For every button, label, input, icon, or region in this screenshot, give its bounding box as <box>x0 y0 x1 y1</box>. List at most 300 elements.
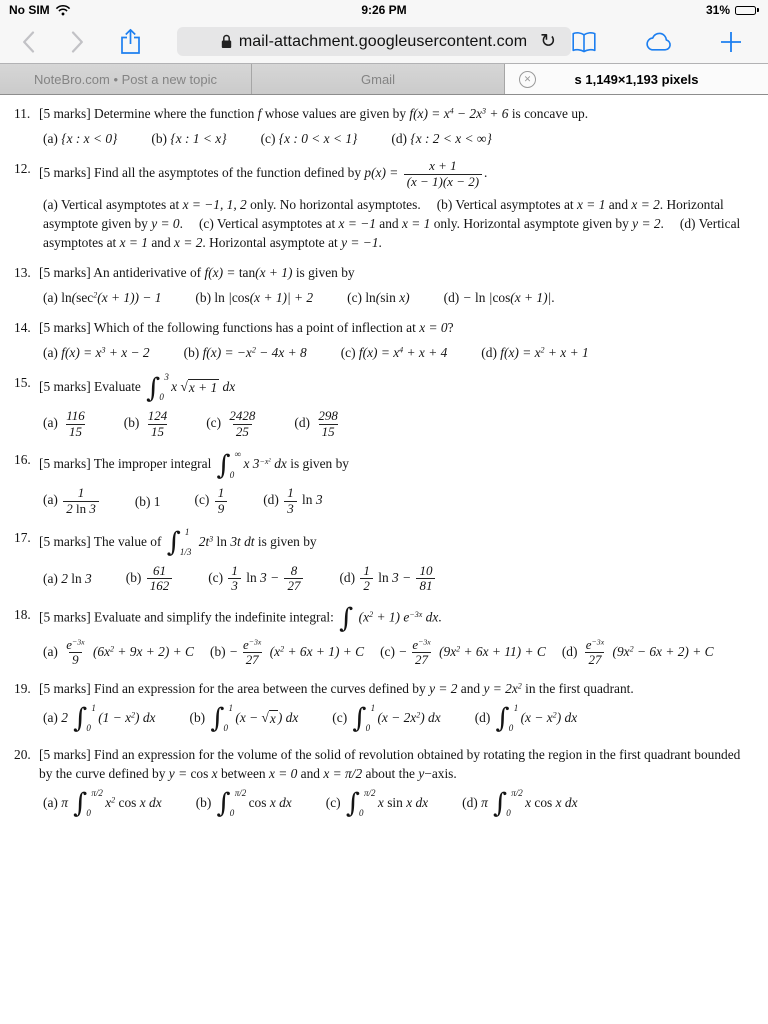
math-italic: 1 <box>513 702 519 713</box>
math-upright: tan <box>238 265 256 281</box>
math-italic: 1 <box>228 702 234 713</box>
math-italic: − 4x + 8 <box>255 345 307 361</box>
math-italic: 2 <box>251 345 256 355</box>
question-text <box>39 263 755 282</box>
integral-limits <box>508 702 519 734</box>
math-italic: 0 <box>359 807 364 818</box>
math-den <box>360 578 373 594</box>
question-body <box>39 450 755 516</box>
math-italic: {x : 1 < x} <box>170 131 227 147</box>
math-text: (a) <box>43 709 62 725</box>
math-italic: y <box>418 765 425 781</box>
math-text: [5 marks] Evaluate and simplify the indefinite integral: <box>39 609 338 625</box>
math-text: (c) <box>260 131 279 147</box>
math-italic: x 3 <box>240 456 260 472</box>
math-italic: 9 <box>72 652 79 668</box>
math-isub <box>366 724 371 734</box>
math-italic: {x : x < 0} <box>61 131 118 147</box>
pdf-document <box>0 95 768 1023</box>
integral-limits <box>86 702 96 734</box>
plus-icon <box>720 31 742 53</box>
browser-toolbar <box>0 20 768 64</box>
superscript <box>259 457 270 466</box>
math-text: (c) <box>347 290 366 306</box>
math-italic: 81 <box>419 578 433 594</box>
math-text: (c) <box>325 794 344 810</box>
math-italic: x = 0 <box>268 765 298 781</box>
math-isub <box>230 471 236 481</box>
integral <box>345 787 376 820</box>
math-italic: 0 <box>159 392 164 403</box>
question-body <box>39 159 755 252</box>
question-list <box>14 104 755 819</box>
math-den <box>243 652 262 668</box>
math-text: . Horizontal asymptote at <box>202 235 342 251</box>
math-text: (b) <box>209 643 229 659</box>
math-italic: (1 − x <box>94 709 132 725</box>
math-italic: x = 1 <box>577 197 606 213</box>
math-text: (c) <box>206 415 225 431</box>
integral <box>73 702 96 735</box>
math-italic: 2 <box>416 710 421 720</box>
math-isup <box>185 528 197 538</box>
chevron-left-icon <box>22 31 35 53</box>
math-italic: ( <box>71 290 77 306</box>
tab-title: Gmail <box>361 71 395 87</box>
math-text: −axis. <box>424 765 457 781</box>
math-italic: 2 <box>456 644 461 654</box>
math-italic: x = π/2 <box>323 765 363 781</box>
math-italic: 3 <box>81 571 92 587</box>
math-italic: 3 <box>231 578 238 594</box>
math-text: (d) <box>481 345 501 361</box>
tab-bar <box>0 64 768 95</box>
math-isub <box>506 809 518 819</box>
share-icon <box>120 28 141 55</box>
math-italic: e <box>243 636 249 652</box>
option-a <box>43 197 421 212</box>
option-a <box>43 569 92 588</box>
math-italic: (9x <box>609 643 630 659</box>
math-upright: ln <box>246 569 257 585</box>
integral <box>167 528 194 558</box>
fraction <box>409 638 433 668</box>
math-text: (d) <box>474 709 494 725</box>
math-upright: cos <box>190 765 209 781</box>
battery-percent-label: 31% <box>705 3 730 17</box>
math-text: about the <box>362 765 419 781</box>
math-italic: 3 <box>164 372 169 383</box>
question-text <box>39 159 755 189</box>
question-number: 18. <box>14 606 31 622</box>
math-upright: ln <box>75 501 87 517</box>
math-text: and <box>297 765 324 781</box>
math-text: and <box>457 680 484 696</box>
math-italic: −x <box>259 457 269 467</box>
superscript <box>592 637 605 646</box>
fraction <box>63 409 88 439</box>
integral-limits <box>223 702 234 734</box>
question-number: 14. <box>14 320 31 336</box>
toolbar-right <box>571 31 746 53</box>
math-italic: x <box>269 710 276 726</box>
math-den <box>215 501 228 517</box>
option-a <box>43 486 101 516</box>
math-text: (c) <box>340 345 359 361</box>
integral-sign: ∫ <box>216 449 231 481</box>
question-body <box>39 528 755 594</box>
math-text: (a) <box>43 290 62 306</box>
math-italic: 2 <box>552 710 557 720</box>
math-text: and <box>605 197 632 213</box>
question-text <box>39 528 755 558</box>
math-italic: f(x) = x <box>358 345 400 361</box>
math-text: (d) <box>462 794 482 810</box>
math-num <box>583 638 607 653</box>
fraction <box>226 409 258 439</box>
math-italic: 3 <box>287 501 294 517</box>
tab-gmail[interactable] <box>252 64 505 94</box>
question-13 <box>14 263 755 307</box>
icloud-tabs-button[interactable] <box>644 32 673 52</box>
math-isup <box>91 789 103 799</box>
math-italic: x = 1 <box>119 235 148 251</box>
option-c <box>326 789 428 819</box>
math-text: is given by <box>292 265 355 281</box>
question-options <box>39 704 755 734</box>
math-rad: √ <box>180 379 188 395</box>
question-body <box>39 373 755 439</box>
option-c <box>380 636 546 668</box>
math-italic: 0 <box>229 469 235 480</box>
fraction <box>284 486 297 516</box>
math-den <box>147 578 172 594</box>
tab-active-attachment[interactable] <box>505 64 768 94</box>
math-text: . <box>484 165 488 181</box>
math-text: [5 marks] Find all the asymptotes of the function defined by <box>39 165 365 181</box>
math-italic: f(x) = −x <box>202 345 252 361</box>
carrier-label: No SIM <box>9 3 50 17</box>
math-italic: 0 <box>86 722 91 733</box>
tab-title: s 1,149×1,193 pixels <box>574 71 699 87</box>
math-italic: x = 2 <box>631 197 660 213</box>
math-italic: 15 <box>150 423 164 439</box>
math-italic: −3x <box>591 637 605 647</box>
math-italic: x dx <box>136 794 162 810</box>
question-body <box>39 602 755 668</box>
math-italic: y = 2 <box>429 680 458 696</box>
address-bar[interactable] <box>177 27 571 56</box>
math-italic: π/2 <box>364 787 376 798</box>
question-options <box>39 195 755 252</box>
math-italic: π/2 <box>91 787 103 798</box>
option-a <box>43 409 90 439</box>
math-text: whose values are given by <box>261 106 410 121</box>
math-upright: sin <box>387 794 403 810</box>
tab-title: NoteBro.com • Post a new topic <box>33 71 218 87</box>
question-12 <box>14 159 755 252</box>
math-text: (a) <box>43 345 62 361</box>
math-italic: 0 <box>365 722 371 733</box>
math-italic: + x + 1 <box>544 345 589 361</box>
option-d <box>339 564 437 594</box>
math-italic: 1 <box>91 702 96 713</box>
integral <box>146 372 169 404</box>
math-italic: f(x) = x <box>500 345 541 361</box>
option-c <box>199 216 664 231</box>
math-italic: 1 <box>77 485 85 501</box>
math-num <box>145 409 170 424</box>
math-italic: 124 <box>147 408 168 424</box>
back-button[interactable] <box>22 31 35 53</box>
math-italic: 2 <box>66 501 76 517</box>
math-italic: y = 2x <box>483 680 518 696</box>
math-isup <box>235 450 241 460</box>
math-italic: 2 <box>369 609 374 619</box>
clock: 9:26 PM <box>361 3 407 17</box>
math-italic: 1 <box>231 562 238 578</box>
math-italic: e <box>585 636 592 652</box>
question-text <box>39 602 755 634</box>
question-15 <box>14 373 755 439</box>
math-text: (b) <box>183 345 203 361</box>
integral-sign: ∫ <box>216 788 231 820</box>
lock-icon <box>221 34 232 49</box>
math-text: . <box>179 216 183 232</box>
math-italic: y = 0 <box>151 216 180 232</box>
math-italic: ∞ <box>234 449 242 460</box>
radical <box>180 379 219 397</box>
math-italic: 4 <box>399 345 404 355</box>
math-italic: (x + 1)| <box>510 290 552 306</box>
math-text: . <box>551 290 555 306</box>
question-16 <box>14 450 755 516</box>
share-button[interactable] <box>120 28 141 55</box>
math-italic: 27 <box>415 652 429 668</box>
question-options <box>39 409 755 439</box>
reload-icon: ↻ <box>540 30 556 52</box>
question-number: 19. <box>14 680 31 696</box>
math-text: (b) <box>195 290 215 306</box>
question-options <box>39 129 755 148</box>
math-num <box>215 486 228 501</box>
math-text: . Horizontal asymptote given by <box>43 197 724 232</box>
math-italic: 0 <box>223 722 229 733</box>
reload-button[interactable] <box>534 27 562 56</box>
math-italic: + 9x + 2) + C <box>114 643 194 659</box>
math-isub <box>159 393 164 403</box>
math-italic: f <box>257 106 262 121</box>
math-text: (c) <box>194 492 213 508</box>
option-b <box>196 789 292 819</box>
math-italic: + 6 <box>486 106 509 121</box>
math-text: [5 marks] An antiderivative of <box>39 265 205 281</box>
math-italic: 0 <box>86 807 91 818</box>
question-options <box>39 486 755 516</box>
option-a <box>43 129 117 148</box>
math-den <box>404 174 482 190</box>
math-upright: ln <box>216 533 227 549</box>
math-text: [5 marks] Determine where the function <box>39 106 258 121</box>
math-num <box>360 564 373 579</box>
math-upright: ln <box>71 571 82 587</box>
question-19 <box>14 679 755 734</box>
math-italic: f(x) = <box>204 265 239 281</box>
option-b <box>124 409 172 439</box>
math-rad: √ <box>261 709 269 725</box>
math-isub <box>86 809 98 819</box>
question-11 <box>14 104 755 148</box>
math-italic: f(x) = x <box>61 345 102 361</box>
math-den <box>66 424 85 440</box>
math-upright: ln <box>365 290 376 306</box>
integral-sign: ∫ <box>352 703 367 735</box>
math-num <box>240 638 264 653</box>
math-italic: 3t dt <box>226 533 255 549</box>
integral-sign: ∫ <box>493 788 508 820</box>
math-text: . <box>438 609 442 625</box>
math-italic: dx <box>219 379 236 395</box>
math-italic: 2428 <box>229 408 256 424</box>
math-text: in the first quadrant. <box>521 680 634 696</box>
math-italic: −3x <box>409 609 423 619</box>
math-italic: x <box>374 794 388 810</box>
math-italic: 0 <box>508 722 514 733</box>
question-number: 12. <box>14 161 31 177</box>
option-c <box>341 343 448 362</box>
math-italic: 2 <box>111 795 116 805</box>
math-text: (a) Vertical asymptotes at <box>43 197 183 213</box>
math-italic: 2 <box>363 578 370 594</box>
math-italic: (9x <box>435 643 457 659</box>
math-italic: 27 <box>287 578 301 594</box>
math-text: only. Horizontal asymptote given by <box>430 216 633 232</box>
question-text <box>39 450 755 480</box>
math-isub <box>224 724 229 734</box>
math-italic: x) <box>395 290 410 306</box>
bookmarks-button[interactable] <box>571 31 597 53</box>
math-italic: (x − <box>232 709 262 725</box>
math-italic: 3 <box>482 106 487 116</box>
integral-sign: ∫ <box>339 602 354 634</box>
math-italic: f(x) = x <box>409 106 450 121</box>
question-body <box>39 745 755 819</box>
math-italic: π <box>481 794 492 810</box>
math-num <box>426 159 460 174</box>
math-italic: x dx <box>402 794 429 810</box>
math-upright: ln <box>61 290 72 306</box>
math-italic: 116 <box>66 408 85 424</box>
math-italic: 3 − <box>256 569 283 585</box>
math-italic: + 6x + 1) + C <box>284 643 365 659</box>
question-17 <box>14 528 755 594</box>
close-tab-icon[interactable]: ✕ <box>519 71 536 88</box>
fraction <box>240 638 264 668</box>
option-b <box>135 492 161 511</box>
math-text: (b) <box>189 709 209 725</box>
math-italic: 3 <box>209 534 214 544</box>
integral-limits <box>159 372 169 403</box>
integral-limits <box>229 449 242 480</box>
option-c <box>208 564 305 594</box>
integral <box>339 602 354 634</box>
math-italic: 2 <box>93 290 98 300</box>
math-italic: 298 <box>318 408 338 424</box>
math-italic: (x − 1)(x − 2) <box>406 173 480 189</box>
integral-sign: ∫ <box>73 788 88 820</box>
new-tab-button[interactable] <box>720 31 742 53</box>
question-options <box>39 288 755 307</box>
fraction <box>63 486 99 516</box>
option-a <box>43 288 161 307</box>
math-text: and <box>375 216 402 232</box>
math-italic: dx <box>270 456 287 472</box>
math-text: [5 marks] Find an expression for the volume of the solid of revolution obtained by rotating the region in the first quadrant bounded by the curve defined by <box>39 746 741 781</box>
integral-limits <box>229 787 247 819</box>
cloud-icon <box>644 32 673 52</box>
math-den <box>585 652 604 668</box>
math-italic: 1 <box>370 702 376 713</box>
math-italic: 27 <box>588 652 602 668</box>
superscript <box>418 637 431 646</box>
option-d <box>561 636 714 668</box>
integral <box>216 449 242 481</box>
tab-notebro[interactable] <box>0 64 252 94</box>
math-italic: {x : 2 < x < ∞} <box>410 131 492 147</box>
math-italic: e <box>412 636 419 652</box>
superscript <box>249 637 262 646</box>
math-den <box>233 424 252 440</box>
option-b <box>151 129 226 148</box>
integral <box>493 787 523 820</box>
math-italic: ) dx <box>135 709 156 725</box>
fraction <box>416 564 435 594</box>
math-isup <box>164 373 169 383</box>
math-text: (a) <box>43 131 62 147</box>
math-italic: x = −1, 1, 2 <box>182 197 247 213</box>
math-italic: 3 <box>312 492 323 508</box>
math-text: (a) <box>43 571 62 587</box>
integral <box>216 787 247 820</box>
math-italic: −3x <box>248 637 262 647</box>
math-text: [5 marks] Which of the following functions has a point of inflection at <box>39 320 420 336</box>
forward-button[interactable] <box>71 31 84 53</box>
integral-limits <box>365 702 376 734</box>
math-text: (a) <box>43 794 62 810</box>
question-options <box>39 343 755 362</box>
math-italic: 0 <box>229 807 235 818</box>
question-text <box>39 679 755 698</box>
math-italic: x <box>208 765 218 781</box>
fraction <box>315 409 340 439</box>
math-italic: x = 2 <box>174 235 203 251</box>
math-isup <box>514 704 519 714</box>
math-isup <box>229 704 234 714</box>
integral-limits <box>86 787 103 819</box>
math-italic: y = −1 <box>341 235 379 251</box>
math-italic: ) dx <box>277 709 299 725</box>
option-d <box>294 409 342 439</box>
math-text: is concave up. <box>508 106 589 121</box>
math-italic: ) dx <box>420 709 441 725</box>
integral-sign: ∫ <box>73 703 88 735</box>
math-italic: 25 <box>235 423 249 439</box>
integral <box>210 702 234 735</box>
math-italic: x dx <box>266 794 292 810</box>
fraction <box>147 564 172 594</box>
math-num <box>284 486 297 501</box>
math-italic: x dx <box>552 794 578 810</box>
